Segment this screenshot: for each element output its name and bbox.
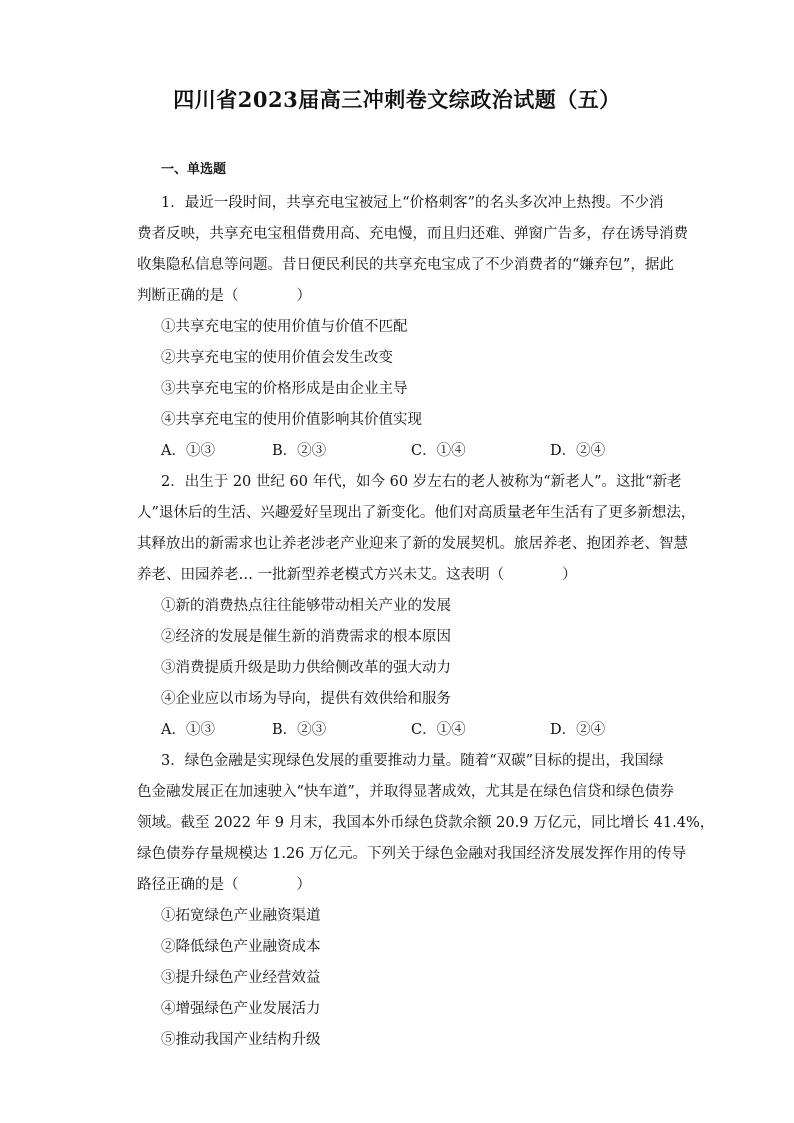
question-text-line: 费者反映，共享充电宝租借费用高、充电慢，而且归还难、弹窗广告多，存在诱导消费 <box>137 226 688 242</box>
choice-d[interactable]: D．②④ <box>550 722 606 738</box>
statement-option: ①新的消费热点往往能够带动相关产业的发展 <box>161 598 451 614</box>
question-text-line: 3．绿色金融是实现绿色发展的重要推动力量。随着“双碳”目标的提出，我国绿 <box>161 753 664 769</box>
question-text-line: 领域。截至 2022 年 9 月末，我国本外币绿色贷款余额 20.9 万亿元，同比增长 41.4%， <box>137 815 715 831</box>
section-heading: 一、单选题 <box>161 162 227 177</box>
question-text-line: 判断正确的是（ ） <box>137 288 311 304</box>
question-text-line: 养老、田园养老… 一批新型养老模式方兴未艾。这表明（ ） <box>137 567 577 583</box>
question-2 <box>137 467 696 746</box>
statement-option: ④增强绿色产业发展活力 <box>161 1001 321 1017</box>
statement-option: ⑤推动我国产业结构升级 <box>161 1032 321 1048</box>
question-text-line: 色金融发展正在加速驶入“快车道”，并取得显著成效，尤其是在绿色信贷和绿色债券 <box>137 784 674 800</box>
question-text-line: 绿色债券存量规模达 1.26 万亿元。下列关于绿色金融对我国经济发展发挥作用的传导 <box>137 846 687 862</box>
statement-option: ②经济的发展是催生新的消费需求的根本原因 <box>161 629 451 645</box>
answer-choices <box>161 436 661 467</box>
question-text-line: 2．出生于 20 世纪 60 年代，如今 60 岁左右的老人被称为“新老人”。这批“新老 <box>161 474 682 490</box>
statement-option: ③提升绿色产业经营效益 <box>161 970 321 986</box>
statement-option: ②降低绿色产业融资成本 <box>161 939 321 955</box>
statement-option: ③消费提质升级是助力供给侧改革的强大动力 <box>161 660 451 676</box>
statement-option: ①共享充电宝的使用价值与价值不匹配 <box>161 319 408 335</box>
question-text-line: 1．最近一段时间，共享充电宝被冠上“价格刺客”的名头多次冲上热搜。不少消 <box>161 195 664 211</box>
choice-b[interactable]: B．②③ <box>272 443 327 459</box>
choice-c[interactable]: C．①④ <box>411 443 466 459</box>
questions-container <box>137 188 715 1056</box>
statement-option: ①拓宽绿色产业融资渠道 <box>161 908 321 924</box>
choice-a[interactable]: A．①③ <box>161 443 215 459</box>
question-text-line: 路径正确的是（ ） <box>137 877 311 893</box>
statement-option: ④企业应以市场为导向，提供有效供给和服务 <box>161 691 451 707</box>
answer-choices <box>161 715 661 746</box>
choice-b[interactable]: B．②③ <box>272 722 327 738</box>
question-text-line: 收集隐私信息等问题。昔日便民利民的共享充电宝成了不少消费者的“嫌弃包”，据此 <box>137 257 674 273</box>
page-title: 四川省2023届高三冲刺卷文综政治试题（五） <box>173 87 621 112</box>
question-text-line: 人”退休后的生活、兴趣爱好呈现出了新变化。他们对高质量老年生活有了更多新想法， <box>137 505 696 521</box>
question-text-line: 其释放出的新需求也让养老涉老产业迎来了新的发展契机。旅居养老、抱团养老、智慧 <box>137 536 688 552</box>
choice-d[interactable]: D．②④ <box>550 443 606 459</box>
question-3 <box>137 746 715 1056</box>
question-1 <box>137 188 688 467</box>
statement-option: ②共享充电宝的使用价值会发生改变 <box>161 350 393 366</box>
statement-option: ④共享充电宝的使用价值影响其价值实现 <box>161 412 422 428</box>
statement-option: ③共享充电宝的价格形成是由企业主导 <box>161 381 408 397</box>
choice-c[interactable]: C．①④ <box>411 722 466 738</box>
choice-a[interactable]: A．①③ <box>161 722 215 738</box>
